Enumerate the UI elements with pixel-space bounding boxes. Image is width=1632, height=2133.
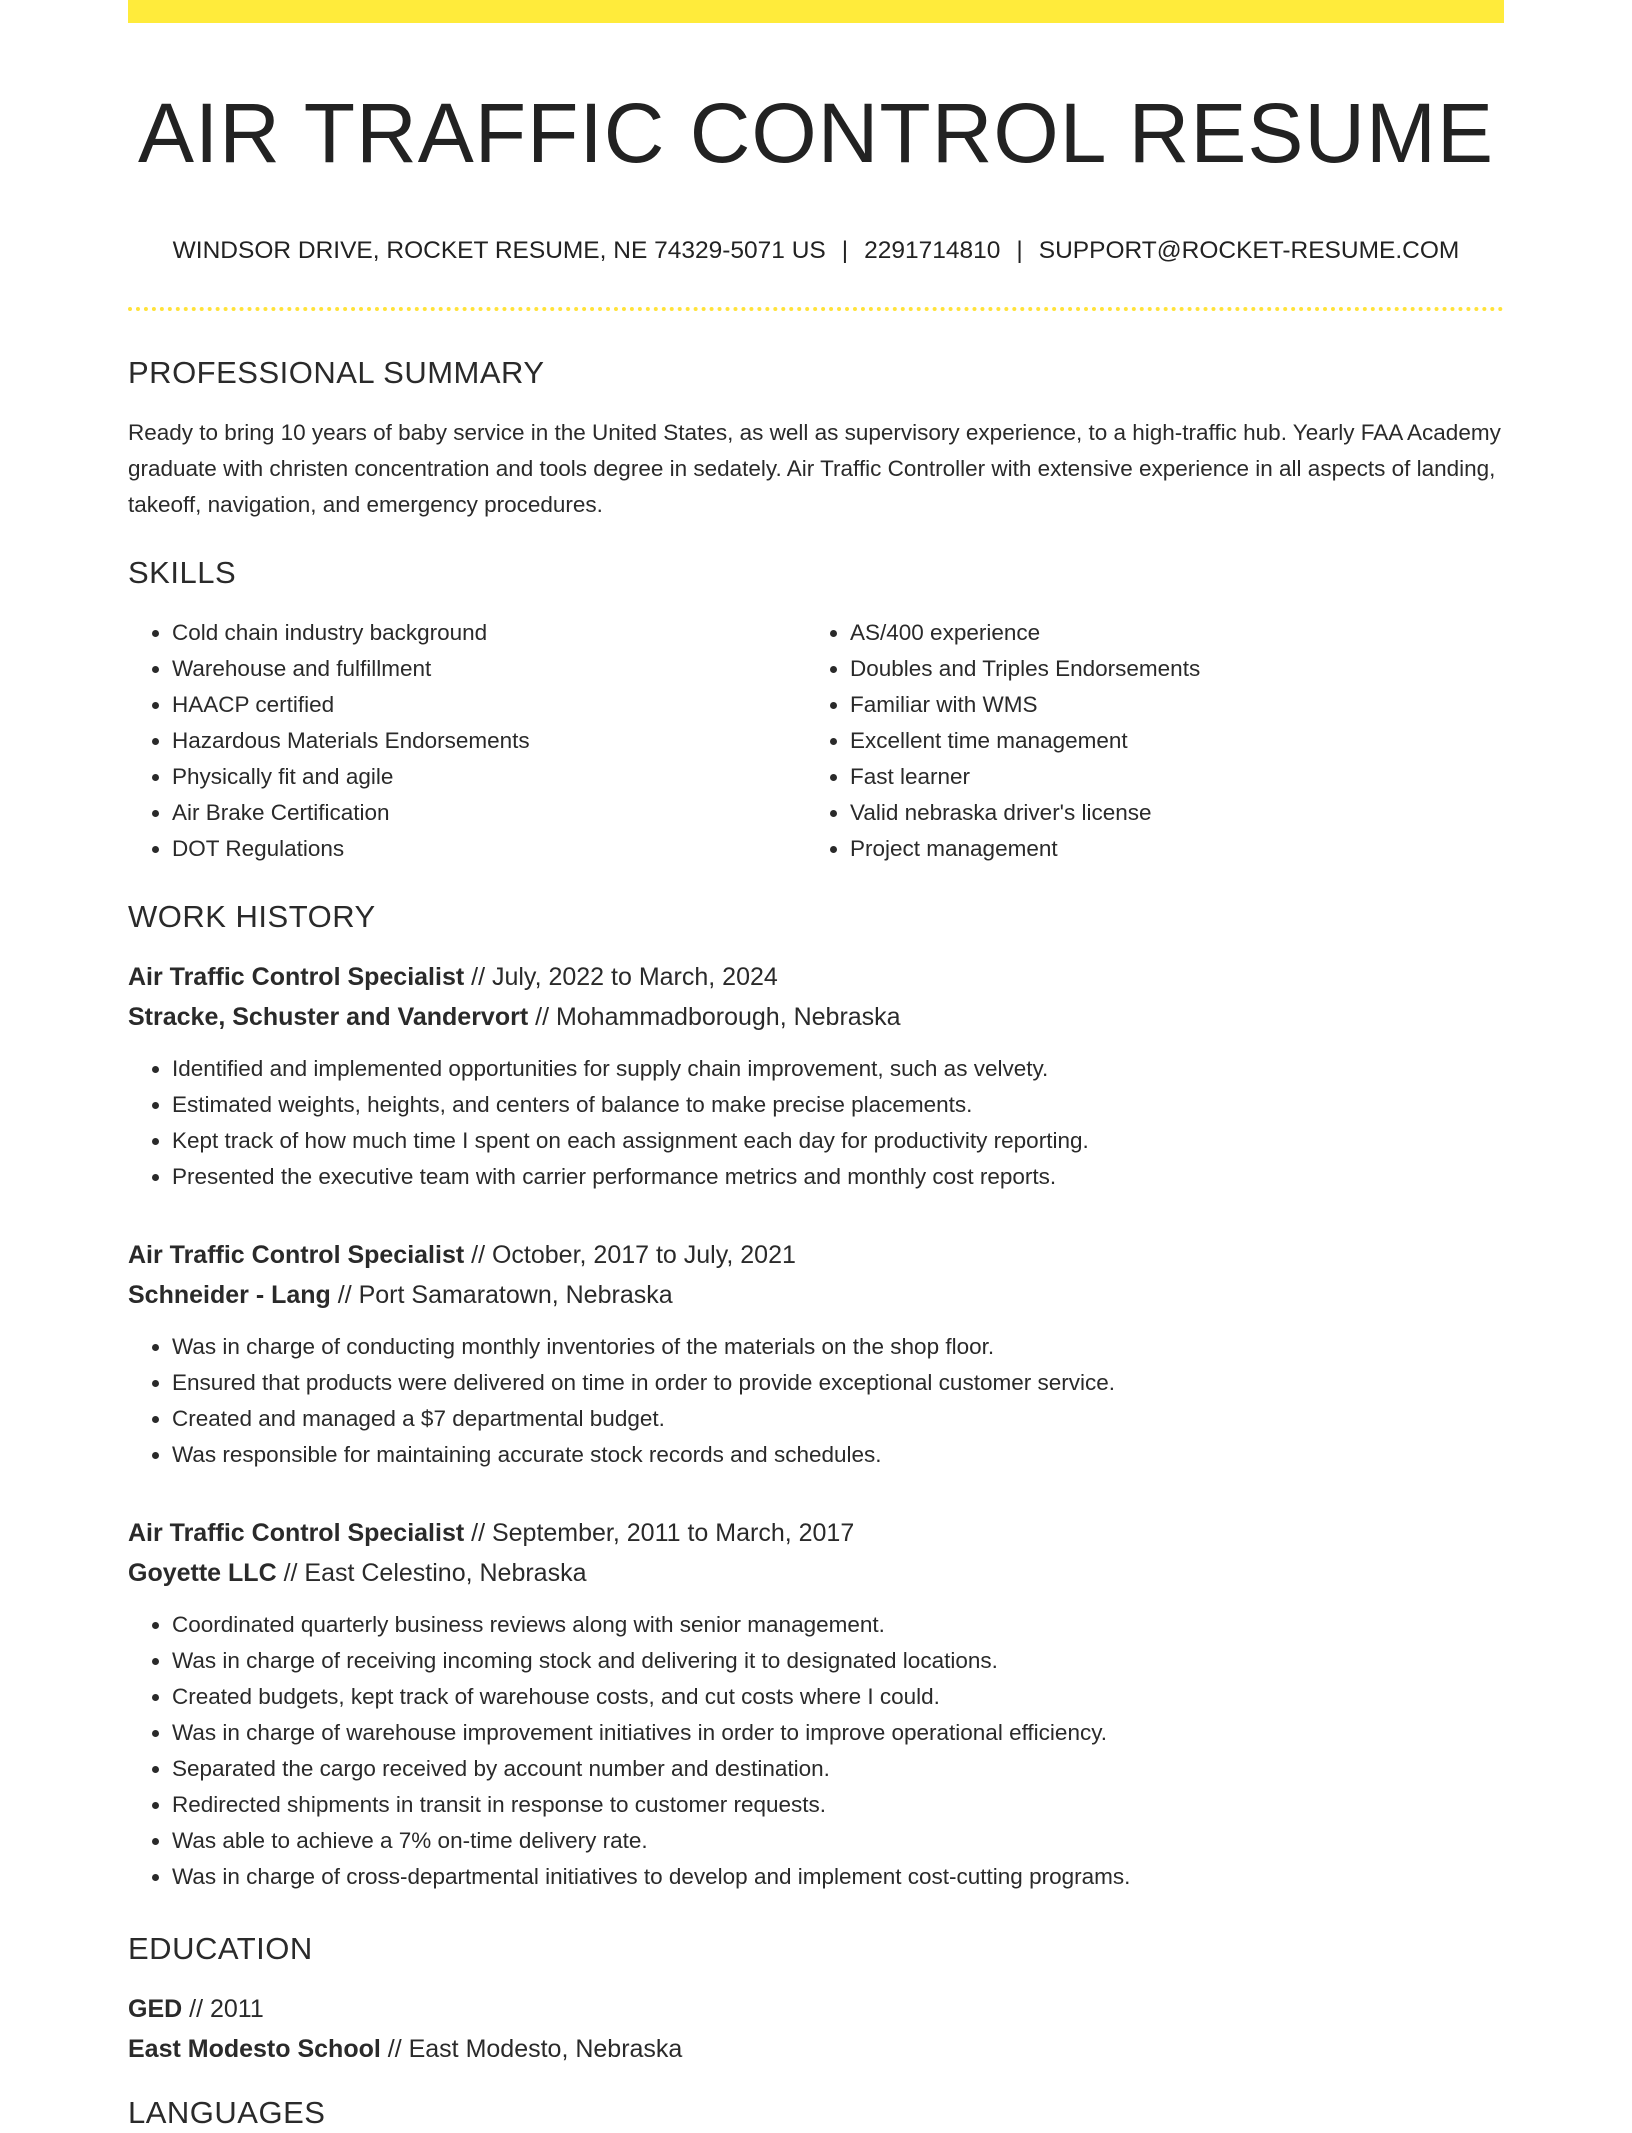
- education-degree-line: [128, 1989, 1504, 2029]
- skill-item: • Familiar with WMS: [850, 687, 1484, 723]
- skill-item: • Warehouse and fulfillment: [172, 651, 806, 687]
- summary-heading: PROFESSIONAL SUMMARY: [128, 355, 545, 390]
- job-bullet: • Was in charge of cross-departmental initiatives to develop and implement cost-cutting programs.: [172, 1859, 1504, 1895]
- job-title: Air Traffic Control Specialist: [128, 1241, 465, 1269]
- skill-item: • AS/400 experience: [850, 615, 1484, 651]
- resume-page: [128, 0, 1504, 2133]
- skill-item: • Excellent time management: [850, 723, 1484, 759]
- education-year: // 2011: [182, 1995, 264, 2023]
- work-history-heading: WORK HISTORY: [128, 899, 376, 934]
- contact-line: [128, 235, 1504, 267]
- dotted-divider: [128, 307, 1504, 311]
- contact-phone: 2291714810: [864, 237, 1001, 264]
- summary-text: Ready to bring 10 years of baby service in the United States, as well as supervisory experience, to a high-traffic hub. Yearly FAA Academy graduate with christen concentration and tools degree in sedately. Air Traffic Controller with extensive experience in all aspects of landing, takeoff, navigation, and emergency procedures.: [128, 420, 1501, 517]
- job-bullet: • Separated the cargo received by account number and destination.: [172, 1751, 1504, 1787]
- skills-column-right: [806, 615, 1484, 867]
- job-bullet: • Estimated weights, heights, and centers of balance to make precise placements.: [172, 1087, 1504, 1123]
- job-company: Goyette LLC: [128, 1559, 277, 1587]
- skill-item: • Physically fit and agile: [172, 759, 806, 795]
- skill-item: • Project management: [850, 831, 1484, 867]
- job-entry: [128, 957, 1504, 1195]
- job-bullets: [128, 1051, 1504, 1195]
- skills-heading: SKILLS: [128, 555, 237, 590]
- job-bullet: • Presented the executive team with carrier performance metrics and monthly cost reports.: [172, 1159, 1504, 1195]
- skill-item: • Hazardous Materials Endorsements: [172, 723, 806, 759]
- job-bullet: • Identified and implemented opportunities for supply chain improvement, such as velvety.: [172, 1051, 1504, 1087]
- resume-title: AIR TRAFFIC CONTROL RESUME: [137, 86, 1495, 180]
- job-company-line: [128, 1275, 1504, 1315]
- job-entry: [128, 1235, 1504, 1473]
- job-dates: // October, 2017 to July, 2021: [464, 1241, 796, 1269]
- job-bullet: • Created and managed a $7 departmental budget.: [172, 1401, 1504, 1437]
- contact-email: SUPPORT@ROCKET-RESUME.COM: [1038, 237, 1460, 264]
- skills-list: [128, 615, 1504, 867]
- job-location: // Port Samaratown, Nebraska: [330, 1281, 673, 1309]
- job-dates: // July, 2022 to March, 2024: [464, 963, 778, 991]
- job-company: Schneider - Lang: [128, 1281, 331, 1309]
- job-title-line: [128, 1235, 1504, 1275]
- education-school-line: [128, 2029, 1504, 2069]
- job-title: Air Traffic Control Specialist: [128, 1519, 465, 1547]
- job-bullet: • Redirected shipments in transit in response to customer requests.: [172, 1787, 1504, 1823]
- contact-separator: |: [1016, 237, 1023, 264]
- job-bullets: [128, 1329, 1504, 1473]
- skill-item: • Valid nebraska driver's license: [850, 795, 1484, 831]
- top-accent-bar: [128, 0, 1504, 23]
- education-location: // East Modesto, Nebraska: [380, 2035, 683, 2063]
- job-bullet: • Kept track of how much time I spent on each assignment each day for productivity reporting.: [172, 1123, 1504, 1159]
- job-bullet: • Was in charge of conducting monthly inventories of the materials on the shop floor.: [172, 1329, 1504, 1365]
- job-entry: [128, 1513, 1504, 1895]
- job-bullets: [128, 1607, 1504, 1895]
- education-school: East Modesto School: [128, 2035, 381, 2063]
- education-heading: EDUCATION: [128, 1931, 313, 1966]
- job-company-line: [128, 997, 1504, 1037]
- job-bullet: • Was able to achieve a 7% on-time delivery rate.: [172, 1823, 1504, 1859]
- languages-heading: LANGUAGES: [128, 2095, 326, 2130]
- job-company: Stracke, Schuster and Vandervort: [128, 1003, 529, 1031]
- job-bullet: • Created budgets, kept track of warehouse costs, and cut costs where I could.: [172, 1679, 1504, 1715]
- job-title: Air Traffic Control Specialist: [128, 963, 465, 991]
- skill-item: • Cold chain industry background: [172, 615, 806, 651]
- contact-separator: |: [841, 237, 849, 264]
- skills-column-left: [128, 615, 806, 867]
- contact-address: WINDSOR DRIVE, ROCKET RESUME, NE 74329-5071 US: [172, 237, 826, 264]
- job-dates: // September, 2011 to March, 2017: [464, 1519, 855, 1547]
- skill-item: • HAACP certified: [172, 687, 806, 723]
- job-location: // East Celestino, Nebraska: [276, 1559, 587, 1587]
- job-bullet: • Was responsible for maintaining accurate stock records and schedules.: [172, 1437, 1504, 1473]
- job-bullet: • Ensured that products were delivered on time in order to provide exceptional customer service.: [172, 1365, 1504, 1401]
- education-degree: GED: [128, 1995, 183, 2023]
- job-title-line: [128, 957, 1504, 997]
- job-bullet: • Was in charge of warehouse improvement initiatives in order to improve operational efficiency.: [172, 1715, 1504, 1751]
- skill-item: • DOT Regulations: [172, 831, 806, 867]
- job-title-line: [128, 1513, 1504, 1553]
- job-bullet: • Coordinated quarterly business reviews along with senior management.: [172, 1607, 1504, 1643]
- job-location: // Mohammadborough, Nebraska: [528, 1003, 901, 1031]
- skill-item: • Air Brake Certification: [172, 795, 806, 831]
- skill-item: • Doubles and Triples Endorsements: [850, 651, 1484, 687]
- skill-item: • Fast learner: [850, 759, 1484, 795]
- job-bullet: • Was in charge of receiving incoming stock and delivering it to designated locations.: [172, 1643, 1504, 1679]
- job-company-line: [128, 1553, 1504, 1593]
